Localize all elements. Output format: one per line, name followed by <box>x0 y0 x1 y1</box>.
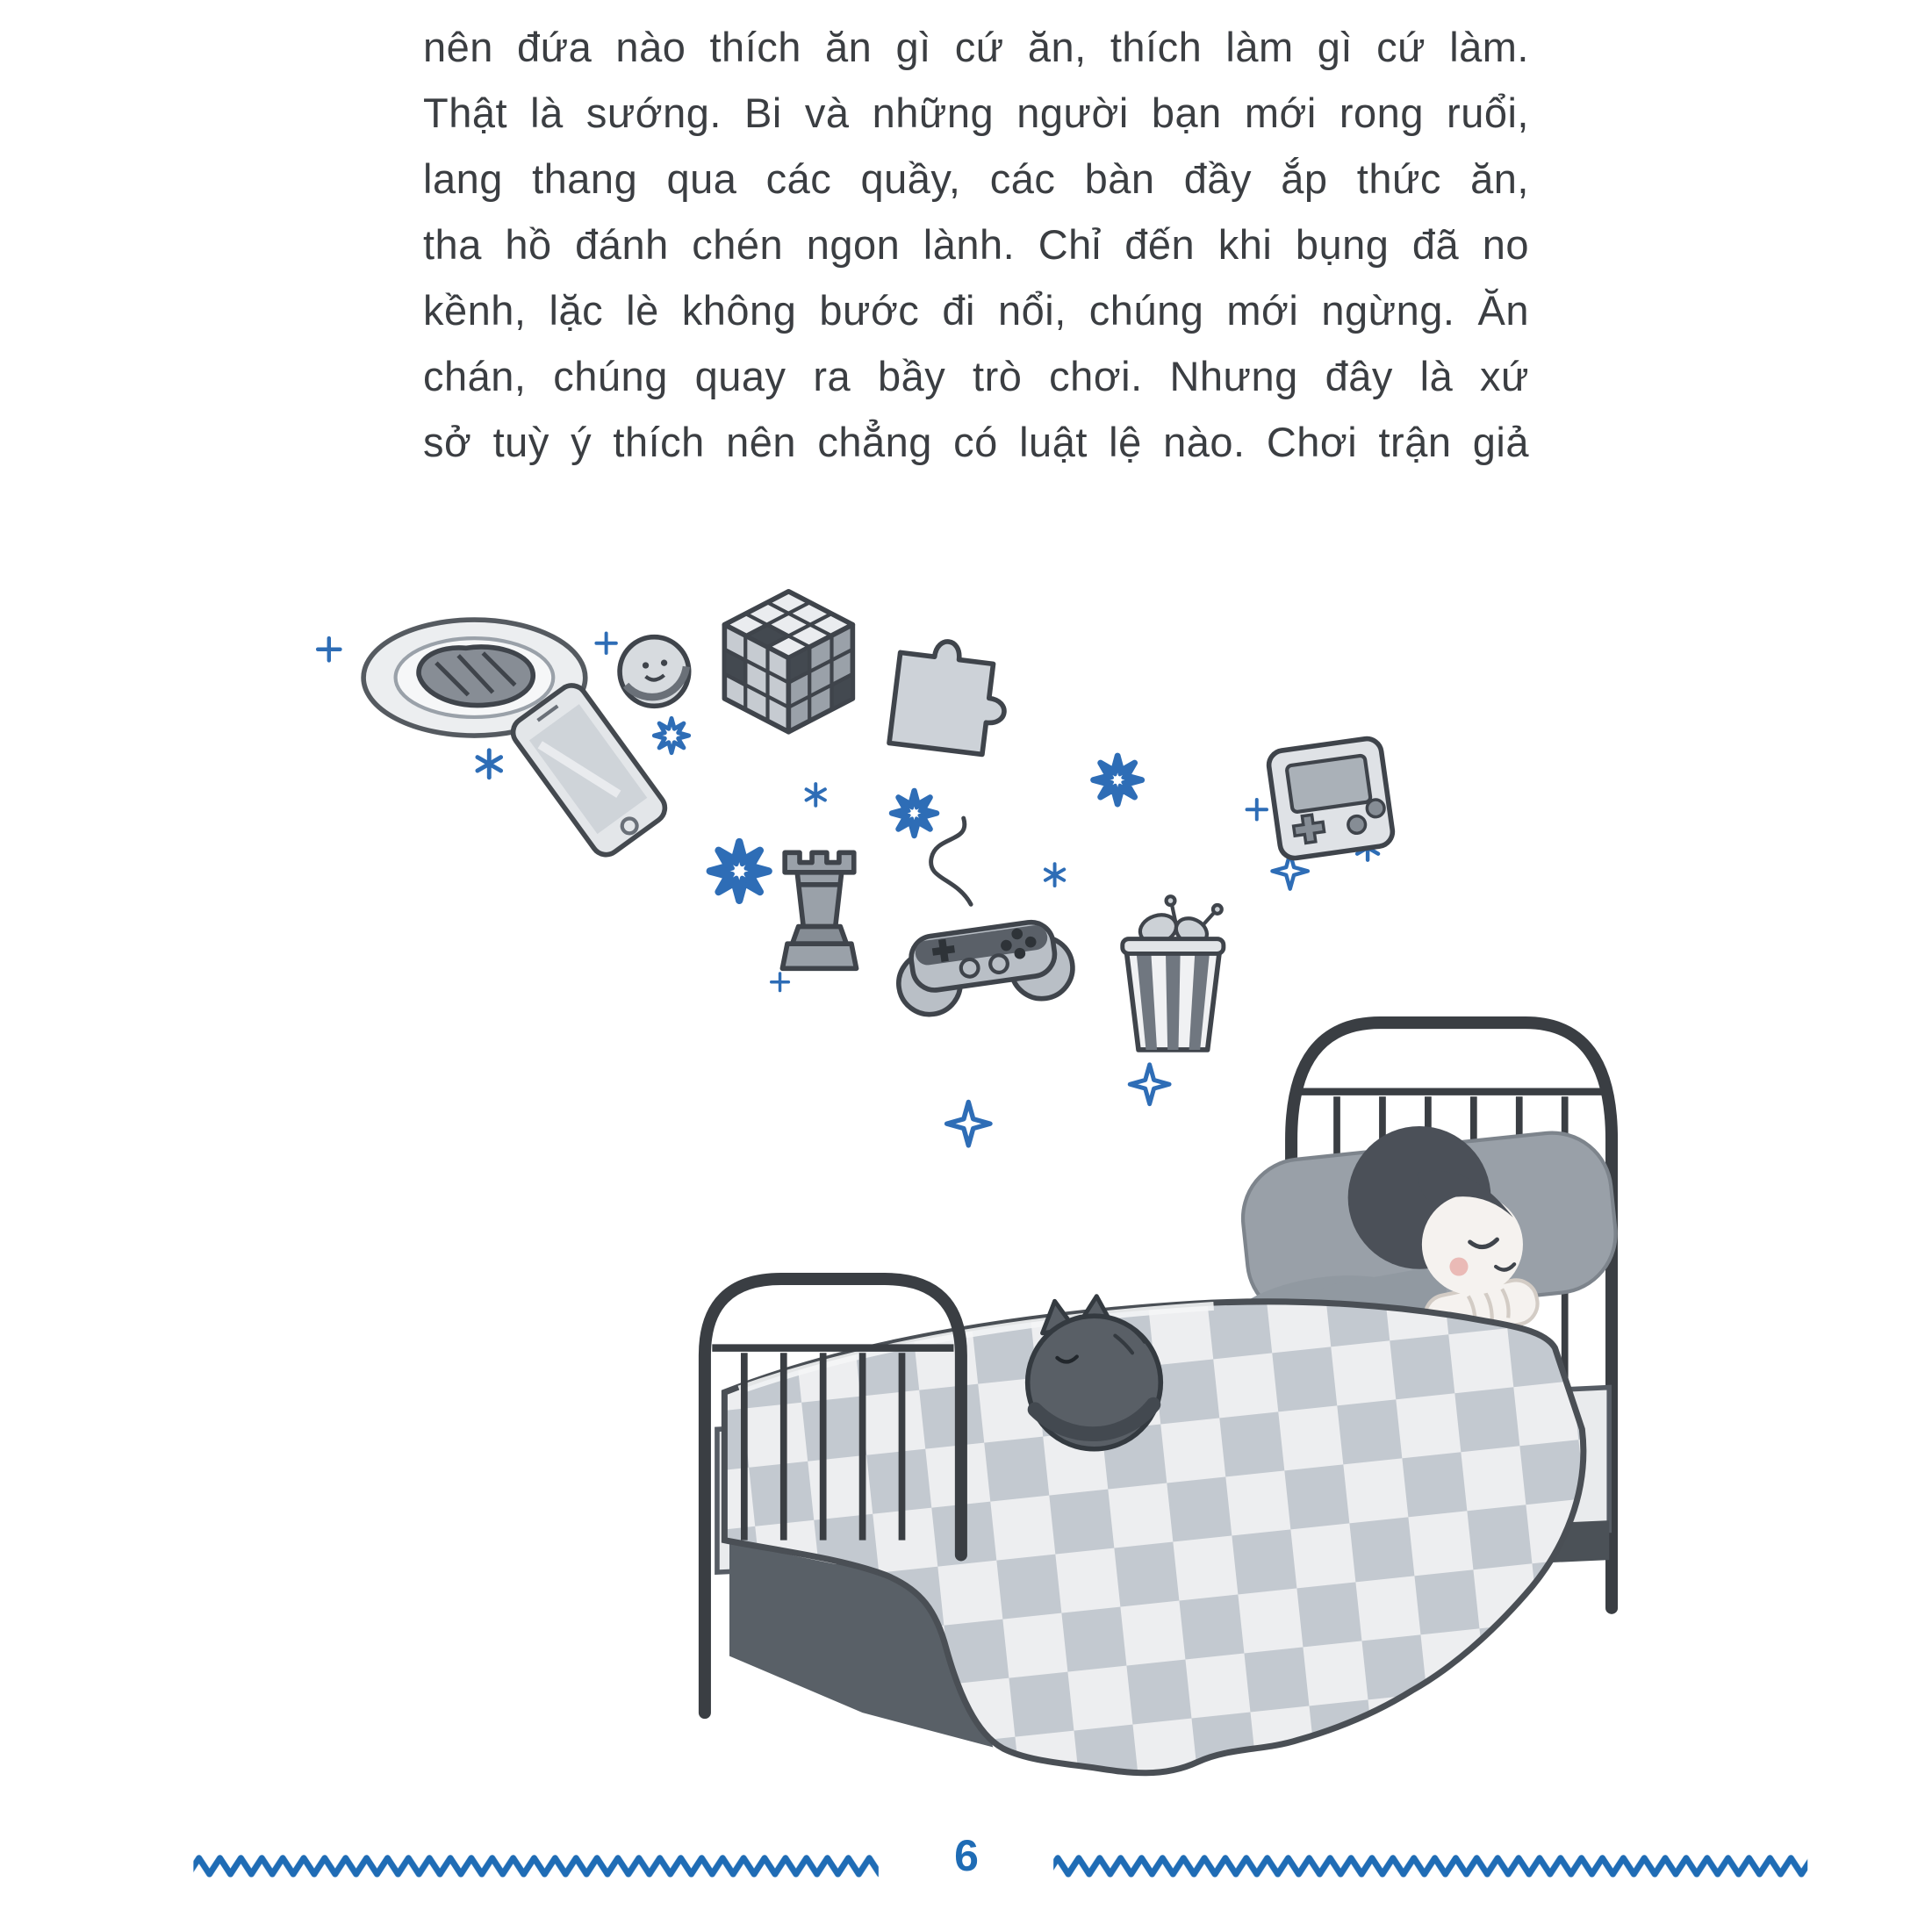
footer-zigzag-left <box>193 1846 878 1883</box>
bed <box>705 1023 1621 1773</box>
game-console-icon <box>1267 736 1394 859</box>
game-controller-icon <box>893 818 1077 1018</box>
paragraph-line: tha hồ đánh chén ngon lành. Chỉ đến khi bụng đã no <box>423 221 1529 268</box>
paragraph-line: chán, chúng quay ra bầy trò chơi. Nhưng đây là xứ <box>423 353 1529 399</box>
smiley-ball-icon <box>620 637 689 707</box>
chess-rook-icon <box>782 852 856 968</box>
puzzle-piece-icon <box>889 636 1012 757</box>
rubiks-cube-icon <box>724 592 852 732</box>
paragraph-line: sở tuỳ ý thích nên chẳng có luật lệ nào. Chơi trận giả <box>423 419 1529 465</box>
snack-bucket-icon <box>1123 896 1224 1050</box>
paragraph-line: kềnh, lặc lè không bước đi nổi, chúng mới ngừng. Ăn <box>423 287 1529 334</box>
paragraph-line: nên đứa nào thích ăn gì cứ ăn, thích làm gì cứ làm. <box>423 24 1529 70</box>
blush <box>1449 1257 1468 1275</box>
page-number: 6 <box>954 1831 979 1880</box>
paragraph-line: lang thang qua các quầy, các bàn đầy ắp thức ăn, <box>423 155 1529 202</box>
paragraph-line: Thật là sướng. Bi và những người bạn mới rong ruổi, <box>423 90 1529 136</box>
footer-zigzag-right <box>1053 1846 1807 1883</box>
